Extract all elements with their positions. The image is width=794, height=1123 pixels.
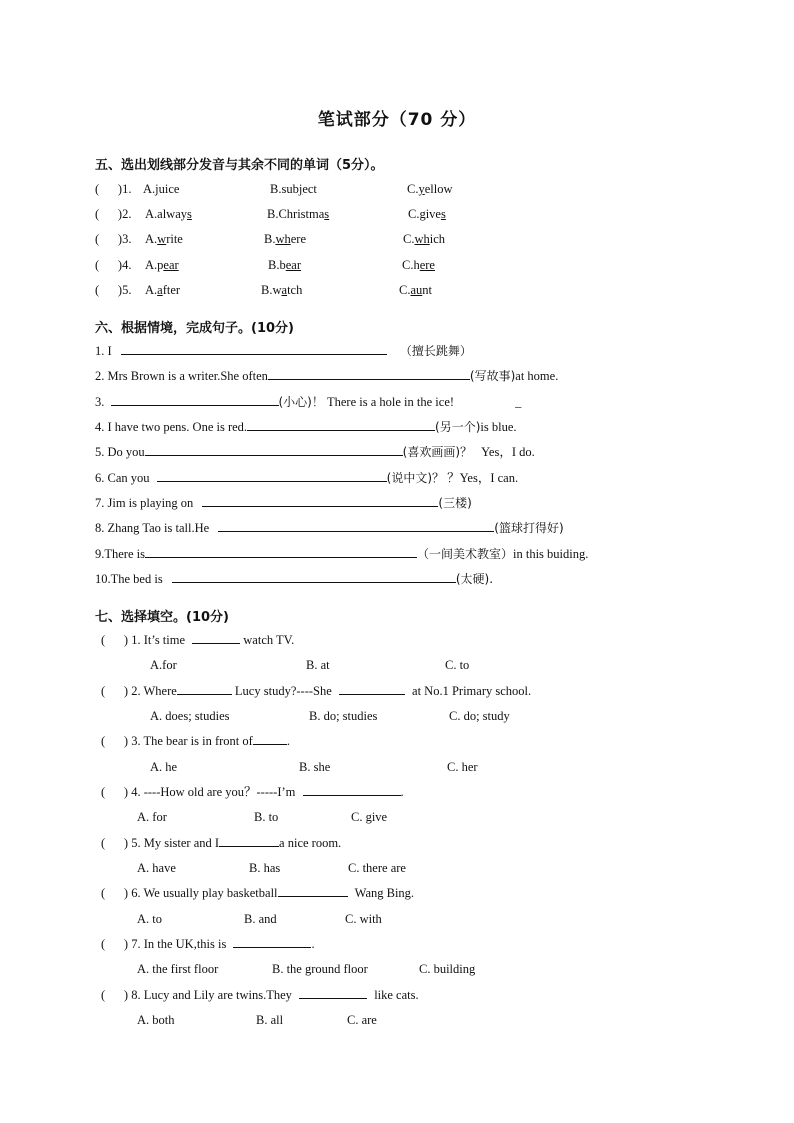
s7-q5-stem: ( ) 5. My sister and I a nice room. [101,836,342,850]
s7-q1-stem: ( ) 1. It’s time watch TV. [101,633,295,647]
s6-q4: 4. I have two pens. One is red. (另一个)is blue. [95,420,517,434]
s7-q1-option-b: B. at [306,658,330,672]
s7-q5-option-c: C. there are [348,861,406,875]
question-number: )1. [117,182,132,196]
s6-q10: 10.The bed is (太硬). [95,572,494,586]
s7-q8-stem: ( ) 8. Lucy and Lily are twins.They like cats. [101,988,419,1002]
s7-q4-stem: ( ) 4. ----How old are you？-----I’m . [101,785,404,799]
answer-blank[interactable] [219,834,279,847]
section-5-heading: 五、选出划线部分发音与其余不同的单词（5分）。 [95,158,384,173]
s7-q2-option-b: B. do; studies [309,709,378,723]
answer-blank[interactable] [253,732,287,745]
s5-q4-option-b: B.bear [268,258,301,272]
s7-q6-stem: ( ) 6. We usually play basketball Wang Bing. [101,886,415,900]
answer-blank[interactable] [268,367,470,380]
s7-q1-option-c: C. to [445,658,470,672]
s7-q2-option-c: C. do; study [449,709,510,723]
page-title: 笔试部分（70 分） [317,110,477,130]
s7-q7-option-a: A. the first floor [137,962,219,976]
s7-q7-option-b: B. the ground floor [272,962,368,976]
s7-q3-option-c: C. her [447,760,478,774]
answer-blank[interactable] [157,469,387,482]
question-number: )5. [117,283,132,297]
s7-q2-stem: ( ) 2. Where Lucy study?----She at No.1 Primary school. [101,684,532,698]
s7-q3-stem: ( ) 3. The bear is in front of . [101,734,290,748]
section-7-heading: 七、选择填空。(10分) [95,610,229,625]
answer-blank[interactable] [218,519,494,532]
answer-blank[interactable] [192,631,240,644]
s7-q6-option-a: A. to [137,912,162,926]
s6-q9: 9.There is （一间美术教室）in this buiding. [95,547,589,561]
s7-q8-option-b: B. all [256,1013,284,1027]
s5-q3-option-c: C.which [403,232,446,246]
question-number: )4. [117,258,132,272]
s7-q4-option-c: C. give [351,810,388,824]
s7-q1-option-a: A.for [150,658,177,672]
s5-q1 [95,180,131,198]
s6-q7: 7. Jim is playing on (三楼) [95,496,472,510]
s5-q2: ( )2. [95,207,132,221]
s5-q5-option-b: B.watch [261,283,303,297]
answer-blank[interactable] [145,443,403,456]
s5-q5-option-a: A.after [145,283,181,297]
answer-blank[interactable] [145,545,417,558]
s5-q5-option-c: C.aunt [399,283,433,297]
s7-q5-option-b: B. has [249,861,281,875]
s6-q1: 1. I （擅长跳舞） [95,344,472,358]
s5-q2-option-a: A.always [145,207,192,221]
paren: ( [95,182,118,196]
answer-blank[interactable] [202,494,438,507]
s5-q1-option-b: B.subject [270,182,317,196]
s5-q3: ( )3. [95,232,132,246]
section-6-heading: 六、根据情境，完成句子。(10分) [95,321,294,336]
answer-blank[interactable] [339,682,405,695]
s5-q4-option-c: C.here [402,258,435,272]
answer-blank[interactable] [303,783,401,796]
s7-q5-option-a: A. have [137,861,176,875]
s5-q2-option-b: B.Christmas [267,207,330,221]
s6-q5: 5. Do you (喜欢画画)？ Yes，I do. [95,445,535,459]
s7-q6-option-c: C. with [345,912,382,926]
answer-blank[interactable] [121,342,387,355]
s7-q8-option-c: C. are [347,1013,377,1027]
answer-blank[interactable] [233,935,311,948]
s5-q5: ( )5. [95,283,132,297]
answer-blank[interactable] [172,570,456,583]
s7-q8-option-a: A. both [137,1013,175,1027]
s5-q4-option-a: A.pear [145,258,179,272]
s5-q3-option-b: B.where [264,232,307,246]
s7-q2-option-a: A. does; studies [150,709,230,723]
s5-q1-option-c: C.yellow [407,182,453,196]
s5-q2-option-c: C.gives [408,207,446,221]
question-number: )3. [117,232,132,246]
answer-blank[interactable] [177,682,232,695]
answer-blank[interactable] [111,393,279,406]
s5-q3-option-a: A.write [145,232,183,246]
s6-q6: 6. Can you (说中文)？ ？Yes，I can. [95,471,519,485]
s7-q7-option-c: C. building [419,962,476,976]
s6-q2: 2. Mrs Brown is a writer.She often (写故事)at home. [95,369,559,383]
question-number: )2. [117,207,132,221]
s7-q4-option-b: B. to [254,810,279,824]
s7-q6-option-b: B. and [244,912,277,926]
s5-q4: ( )4. [95,258,132,272]
s5-q1-option-a: A.juice [143,182,180,196]
s7-q3-option-b: B. she [299,760,331,774]
answer-blank[interactable] [299,986,367,999]
s7-q7-stem: ( ) 7. In the UK,this is . [101,937,315,951]
s7-q3-option-a: A. he [150,760,178,774]
s6-q3: 3. (小心)！ There is a hole in the ice! _ [95,395,522,409]
s6-q8: 8. Zhang Tao is tall.He (篮球打得好) [95,521,564,535]
s7-q4-option-a: A. for [137,810,167,824]
answer-blank[interactable] [247,418,435,431]
answer-blank[interactable] [278,884,348,897]
